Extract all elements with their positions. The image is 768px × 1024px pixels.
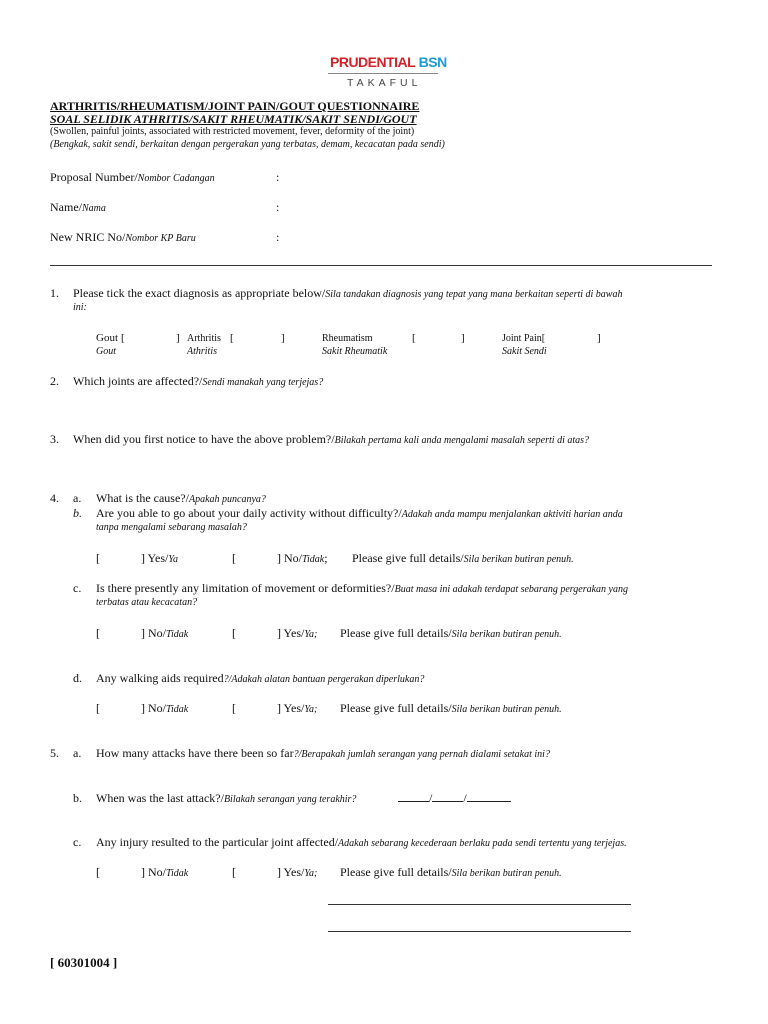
q5c-no-text: ] No/ bbox=[141, 865, 166, 879]
q4d-details bbox=[340, 701, 562, 716]
q4a-text bbox=[96, 491, 266, 506]
option-rheumatism-label: Rheumatism bbox=[322, 333, 373, 344]
option-joint-pain-label-ms: Sakit Sendi bbox=[502, 346, 547, 357]
q5a-text-ms: ?/Berapakah jumlah serangan yang pernah dialami setakat ini? bbox=[293, 749, 550, 760]
option-gout-close[interactable]: ] bbox=[176, 332, 180, 344]
q5c-yes-option[interactable] bbox=[277, 865, 317, 880]
q5c-yes-open[interactable]: [ bbox=[232, 865, 236, 879]
q4c-yes-text: ] Yes/ bbox=[277, 626, 305, 640]
proposal-number-label bbox=[50, 170, 215, 185]
q4d-text-ms: ?/Adakah alatan bantuan pergerakan diperlukan? bbox=[223, 674, 425, 685]
q4b-separator: ; bbox=[324, 551, 328, 565]
description-english: (Swollen, painful joints, associated with restricted movement, fever, deformity of the joint) bbox=[50, 126, 415, 137]
q3-text bbox=[73, 432, 589, 447]
q5c-details-ms: Sila berikan butiran penuh. bbox=[451, 868, 562, 879]
name-label bbox=[50, 200, 106, 215]
q2-text-ms: Sendi manakah yang terjejas? bbox=[202, 377, 324, 388]
nric-label bbox=[50, 230, 196, 245]
q5c-yes-text-ms: Ya; bbox=[304, 868, 318, 879]
date-slash-2: / bbox=[463, 791, 467, 805]
q4b-letter: b. bbox=[73, 506, 82, 520]
last-attack-date-field[interactable] bbox=[398, 791, 511, 806]
q4b-details-en: Please give full details/ bbox=[352, 551, 464, 565]
q4b-text-ms: Adakah anda mampu menjalankan aktiviti harian anda bbox=[401, 509, 623, 520]
q1-text-ms: Sila tandakan diagnosis yang tepat yang mana berkaitan seperti di bawah bbox=[325, 289, 623, 300]
q5a-text bbox=[96, 746, 550, 761]
q5c-details-en: Please give full details/ bbox=[340, 865, 452, 879]
q4c-details-en: Please give full details/ bbox=[340, 626, 452, 640]
q3-number: 3. bbox=[50, 432, 59, 446]
separator-line bbox=[50, 265, 712, 266]
q4b-text-ms-cont: tanpa mengalami sebarang masalah? bbox=[96, 522, 247, 533]
q4c-no-text-ms: Tidak bbox=[166, 629, 189, 640]
q4c-yes-open[interactable]: [ bbox=[232, 626, 236, 640]
q4c-no-option[interactable] bbox=[141, 626, 188, 641]
q1-text-en: Please tick the exact diagnosis as appropriate below/ bbox=[73, 286, 326, 300]
q4c-yes-text-ms: Ya; bbox=[304, 629, 318, 640]
q4d-yes-option[interactable] bbox=[277, 701, 317, 716]
q2-text bbox=[73, 374, 323, 389]
date-day-blank[interactable] bbox=[398, 791, 429, 802]
q5a-text-en: How many attacks have there been so far bbox=[96, 746, 294, 760]
q4b-yes-open[interactable]: [ bbox=[96, 551, 100, 565]
name-label-en: Name/ bbox=[50, 200, 82, 214]
q4c-details-ms: Sila berikan butiran penuh. bbox=[451, 629, 562, 640]
title-english: ARTHRITIS/RHEUMATISM/JOINT PAIN/GOUT QUESTIONNAIRE bbox=[50, 99, 420, 113]
q5c-details bbox=[340, 865, 562, 880]
q1-text bbox=[73, 286, 622, 301]
description-malay: (Bengkak, sakit sendi, berkaitan dengan pergerakan yang terbatas, demam, kecacatan pada sendi) bbox=[50, 139, 445, 150]
q4d-details-ms: Sila berikan butiran penuh. bbox=[451, 704, 562, 715]
option-joint-pain-text: Joint Pain bbox=[502, 333, 542, 344]
q2-text-en: Which joints are affected?/ bbox=[73, 374, 203, 388]
date-slash-1: / bbox=[429, 791, 433, 805]
option-arthritis-label: Arthritis bbox=[187, 333, 221, 344]
q5c-no-option[interactable] bbox=[141, 865, 188, 880]
proposal-number-colon: : bbox=[276, 170, 280, 184]
q4d-yes-text-ms: Ya; bbox=[304, 704, 318, 715]
q4b-yes-option[interactable] bbox=[141, 551, 178, 566]
q5-number: 5. bbox=[50, 746, 59, 760]
q4d-no-open[interactable]: [ bbox=[96, 701, 100, 715]
details-answer-line-1[interactable] bbox=[328, 904, 631, 905]
q5c-text-en: Any injury resulted to the particular joint affected/ bbox=[96, 835, 339, 849]
q4d-letter: d. bbox=[73, 671, 82, 685]
option-gout-label-ms: Gout bbox=[96, 346, 116, 357]
q4b-yes-text-ms: Ya bbox=[168, 554, 179, 565]
q4b-text bbox=[96, 506, 623, 521]
q5c-no-open[interactable]: [ bbox=[96, 865, 100, 879]
q4b-no-text-ms: Tidak bbox=[302, 554, 325, 565]
q4b-no-open[interactable]: [ bbox=[232, 551, 236, 565]
q4d-details-en: Please give full details/ bbox=[340, 701, 452, 715]
q4b-no-option[interactable] bbox=[277, 551, 328, 566]
logo-brand-b: BSN bbox=[418, 54, 447, 70]
nric-colon: : bbox=[276, 230, 280, 244]
q3-text-ms: Bilakah pertama kali anda mengalami masalah seperti di atas? bbox=[334, 435, 590, 446]
q1-number: 1. bbox=[50, 286, 59, 300]
q4-number: 4. bbox=[50, 491, 59, 505]
name-label-ms: Nama bbox=[82, 203, 106, 214]
q4c-text-ms: Buat masa ini adakah terdapat sebarang pergerakan yang bbox=[394, 584, 628, 595]
q1-text-ms-cont: ini: bbox=[73, 302, 87, 313]
q5c-text-ms: Adakah sebarang kecederaan berlaku pada sendi tertentu yang terjejas. bbox=[338, 838, 627, 849]
q4d-no-text: ] No/ bbox=[141, 701, 166, 715]
q5b-text-ms: Bilakah serangan yang terakhir? bbox=[223, 794, 357, 805]
q4c-text-ms-cont: terbatas atau kecacatan? bbox=[96, 597, 198, 608]
proposal-number-label-en: Proposal Number/ bbox=[50, 170, 138, 184]
date-year-blank[interactable] bbox=[467, 791, 511, 802]
logo-brand-a: PRUDENTIAL bbox=[330, 54, 416, 70]
option-arthritis-close[interactable]: ] bbox=[281, 332, 285, 344]
option-arthritis-open[interactable]: [ bbox=[230, 332, 234, 344]
option-arthritis-label-ms: Athritis bbox=[187, 346, 218, 357]
q4a-text-ms: Apakah puncanya? bbox=[188, 494, 266, 505]
option-joint-pain-label bbox=[502, 333, 545, 344]
q5c-no-text-ms: Tidak bbox=[166, 868, 189, 879]
q5b-letter: b. bbox=[73, 791, 82, 805]
option-rheumatism-label-ms: Sakit Rheumatik bbox=[322, 346, 388, 357]
q5c-letter: c. bbox=[73, 835, 82, 849]
q5c-text bbox=[96, 835, 627, 850]
option-joint-pain-close[interactable]: ] bbox=[597, 332, 601, 344]
q5b-text-en: When was the last attack?/ bbox=[96, 791, 224, 805]
q3-text-en: When did you first notice to have the above problem?/ bbox=[73, 432, 335, 446]
q4c-no-text: ] No/ bbox=[141, 626, 166, 640]
q4c-yes-option[interactable] bbox=[277, 626, 317, 641]
option-rheumatism-close[interactable]: ] bbox=[461, 332, 465, 344]
title-malay: SOAL SELIDIK ATHRITIS/SAKIT RHEUMATIK/SAKIT SENDI/GOUT bbox=[50, 112, 417, 126]
q4c-details bbox=[340, 626, 562, 641]
nric-label-en: New NRIC No/ bbox=[50, 230, 126, 244]
q5a-letter: a. bbox=[73, 746, 82, 760]
q4b-details bbox=[352, 551, 574, 566]
brand-logo bbox=[330, 54, 447, 70]
option-rheumatism-open[interactable]: [ bbox=[412, 332, 416, 344]
logo-subtitle: TAKAFUL bbox=[347, 77, 422, 89]
name-colon: : bbox=[276, 200, 280, 214]
option-gout-label: Gout bbox=[96, 332, 118, 344]
q4d-yes-text: ] Yes/ bbox=[277, 701, 305, 715]
q4d-no-option[interactable] bbox=[141, 701, 188, 716]
q4c-no-open[interactable]: [ bbox=[96, 626, 100, 640]
q4b-text-en: Are you able to go about your daily activity without difficulty?/ bbox=[96, 506, 402, 520]
q4d-yes-open[interactable]: [ bbox=[232, 701, 236, 715]
option-gout-open[interactable]: [ bbox=[121, 332, 125, 344]
q4b-no-text: ] No/ bbox=[277, 551, 302, 565]
q5b-text bbox=[96, 791, 356, 806]
q5c-yes-text: ] Yes/ bbox=[277, 865, 305, 879]
option-joint-pain-open[interactable]: [ bbox=[541, 333, 546, 344]
q4a-text-en: What is the cause?/ bbox=[96, 491, 189, 505]
q4c-letter: c. bbox=[73, 581, 82, 595]
form-code: [ 60301004 ] bbox=[50, 955, 118, 970]
q2-number: 2. bbox=[50, 374, 59, 388]
q4c-text bbox=[96, 581, 628, 596]
q4a-letter: a. bbox=[73, 491, 82, 505]
q4c-text-en: Is there presently any limitation of movement or deformities?/ bbox=[96, 581, 395, 595]
q4d-no-text-ms: Tidak bbox=[166, 704, 189, 715]
q4d-text bbox=[96, 671, 424, 686]
date-month-blank[interactable] bbox=[432, 791, 463, 802]
logo-divider bbox=[328, 73, 438, 74]
q4b-details-ms: Sila berikan butiran penuh. bbox=[463, 554, 574, 565]
nric-label-ms: Nombor KP Baru bbox=[125, 233, 196, 244]
q4d-text-en: Any walking aids required bbox=[96, 671, 224, 685]
details-answer-line-2[interactable] bbox=[328, 931, 631, 932]
q4b-yes-text: ] Yes/ bbox=[141, 551, 169, 565]
proposal-number-label-ms: Nombor Cadangan bbox=[137, 173, 215, 184]
